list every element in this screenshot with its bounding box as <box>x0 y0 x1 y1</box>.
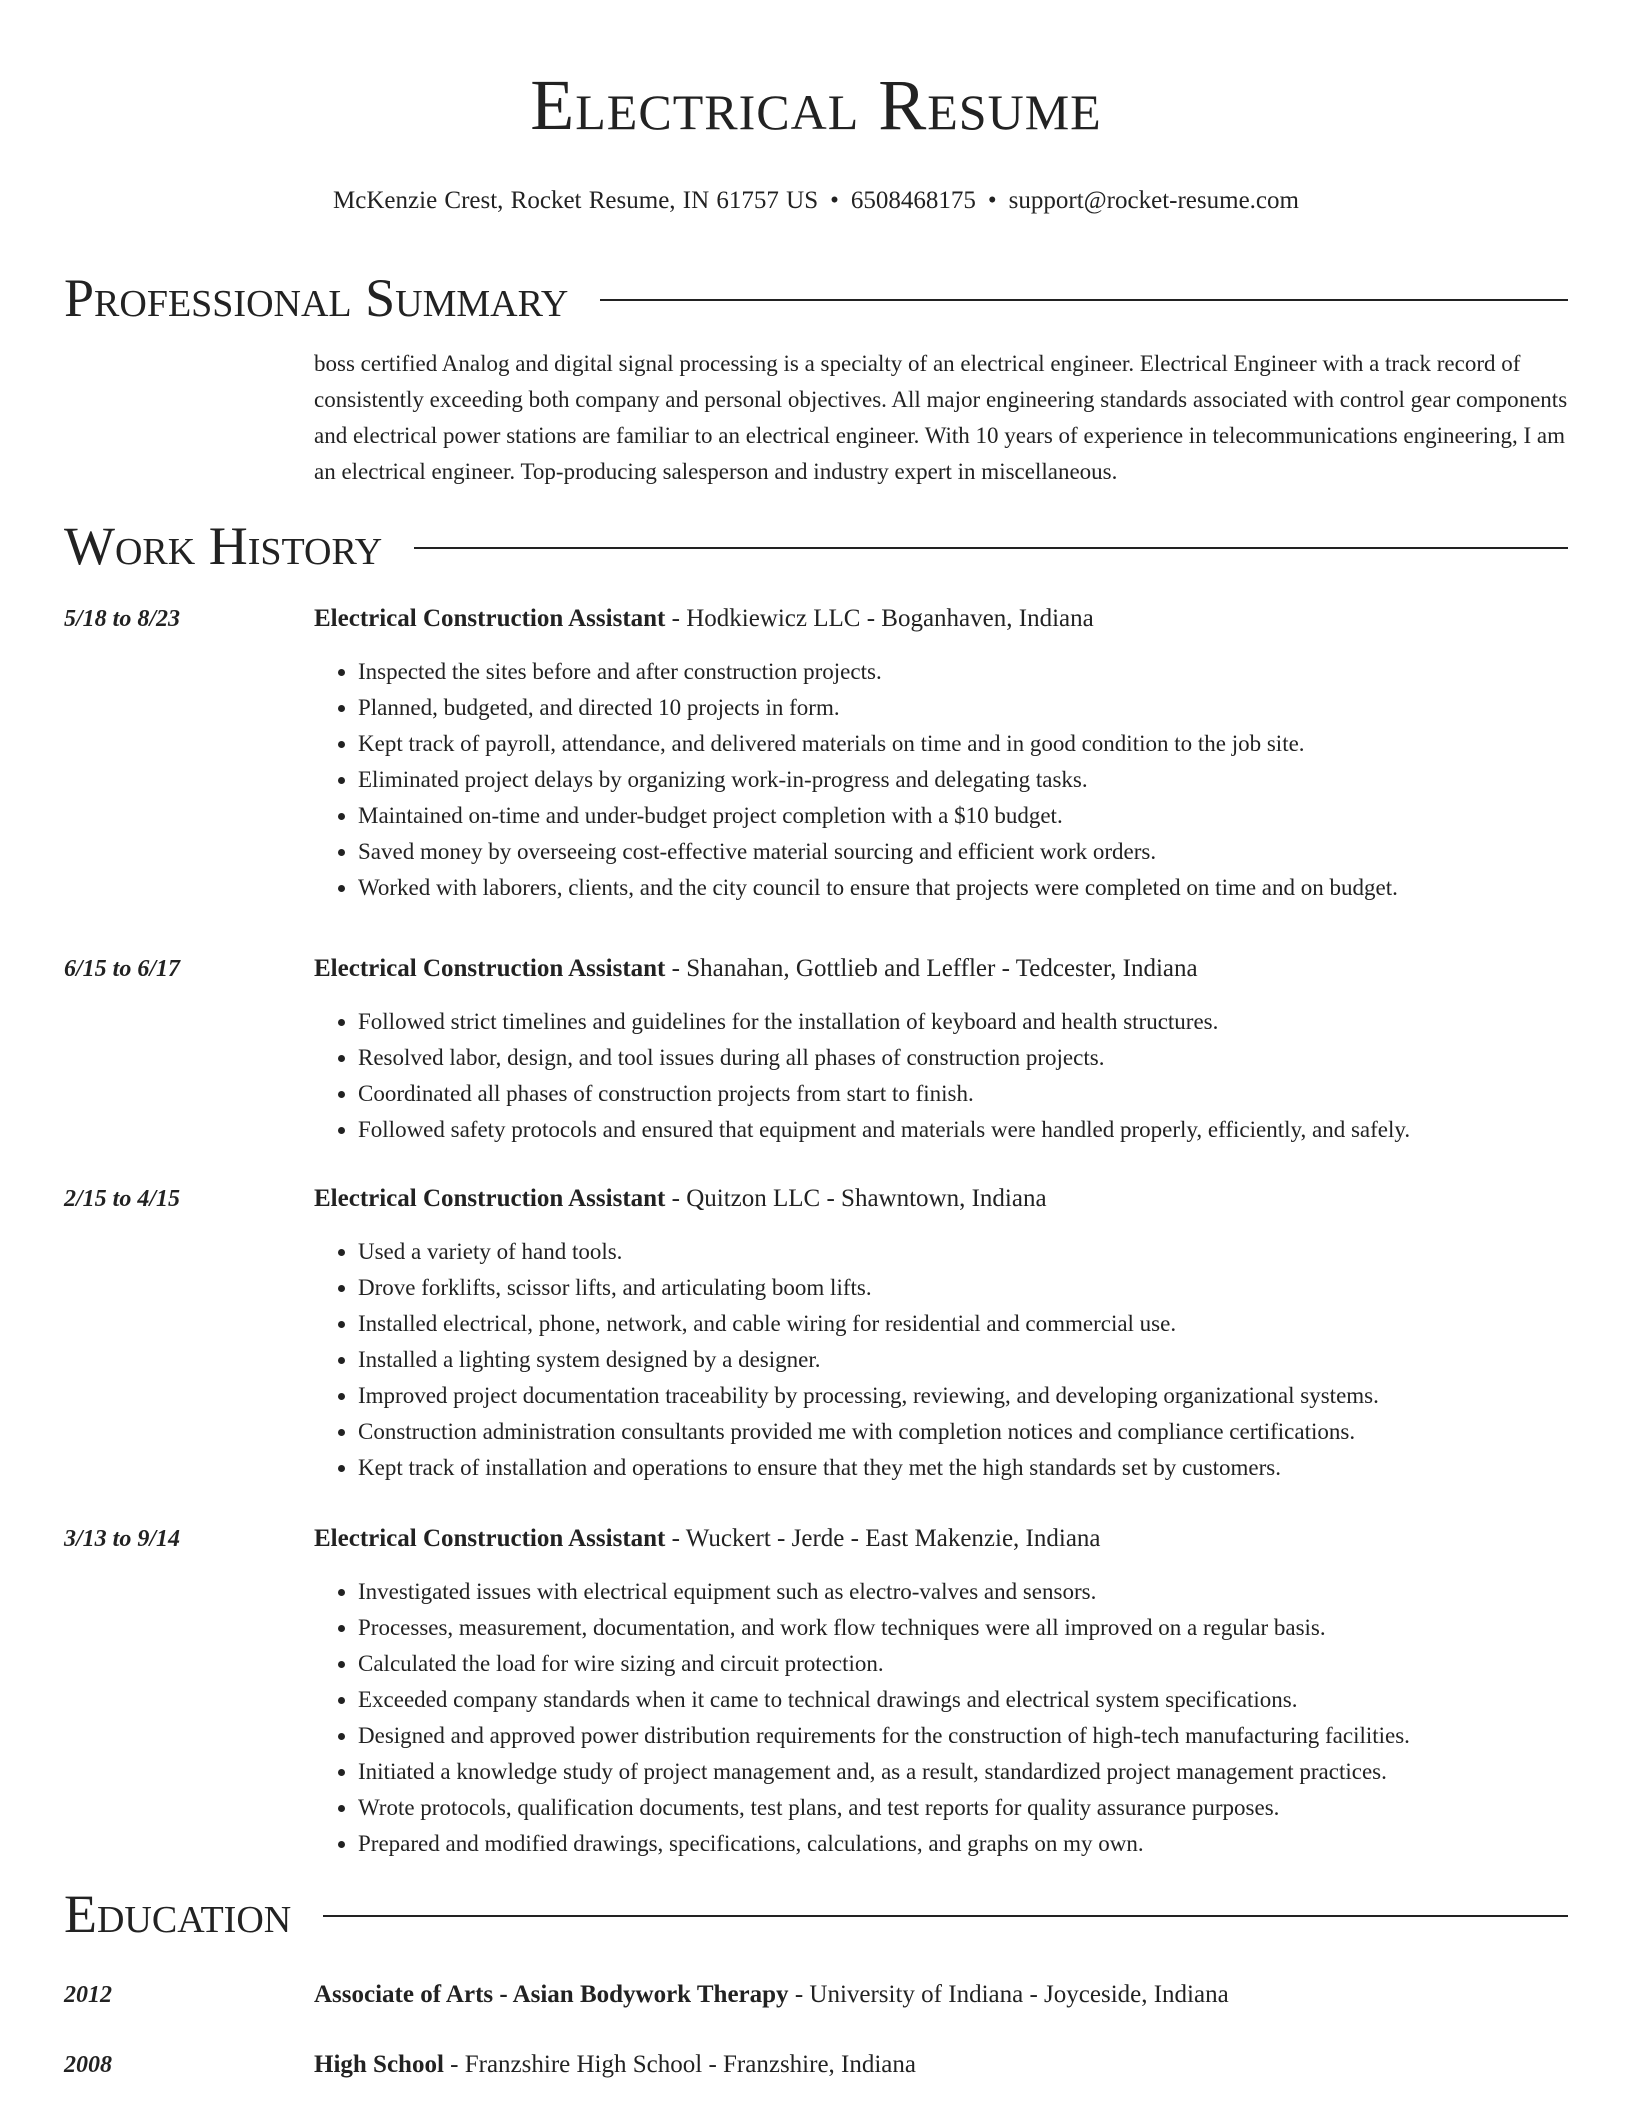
job-bullet-list <box>314 1574 1568 1862</box>
job-bullet: • Saved money by overseeing cost-effective material sourcing and efficient work orders. <box>358 834 1568 870</box>
education-school-location: - Franzshire High School - Franzshire, Indiana <box>443 2051 917 2078</box>
education-year: 2008 <box>64 2052 112 2078</box>
job-bullet: • Processes, measurement, documentation, and work flow techniques were all improved on a regular basis. <box>358 1610 1568 1646</box>
job-entry <box>64 1184 1568 1486</box>
work-section-header <box>64 516 1568 576</box>
job-title: Electrical Construction Assistant <box>314 1185 666 1212</box>
job-title-line <box>314 1524 1568 1554</box>
job-bullet: • Designed and approved power distribution requirements for the construction of high-tech manufacturing facilities. <box>358 1718 1568 1754</box>
job-dates: 2/15 to 4/15 <box>64 1186 181 1212</box>
job-title-line <box>314 954 1568 984</box>
job-bullet: • Coordinated all phases of construction projects from start to finish. <box>358 1076 1568 1112</box>
job-entry <box>64 604 1568 906</box>
job-bullet: • Exceeded company standards when it came to technical drawings and electrical system specifications. <box>358 1682 1568 1718</box>
job-bullet-list <box>314 1234 1568 1486</box>
job-bullet: • Planned, budgeted, and directed 10 projects in form. <box>358 690 1568 726</box>
section-divider <box>414 547 1568 549</box>
education-line <box>314 1980 1568 2010</box>
job-bullet: • Prepared and modified drawings, specifications, calculations, and graphs on my own. <box>358 1826 1568 1862</box>
contact-line <box>64 186 1568 216</box>
job-title: Electrical Construction Assistant <box>314 1525 666 1552</box>
job-bullet: • Maintained on-time and under-budget project completion with a $10 budget. <box>358 798 1568 834</box>
job-body <box>314 1524 1568 1862</box>
job-bullet: • Eliminated project delays by organizing work-in-progress and delegating tasks. <box>358 762 1568 798</box>
job-bullet: • Drove forklifts, scissor lifts, and articulating boom lifts. <box>358 1270 1568 1306</box>
job-bullet: • Followed safety protocols and ensured that equipment and materials were handled properly, efficiently, and safely. <box>358 1112 1568 1148</box>
education-school-location: - University of Indiana - Joyceside, Indiana <box>788 1981 1229 2008</box>
job-bullet: • Initiated a knowledge study of project management and, as a result, standardized project management practices. <box>358 1754 1568 1790</box>
job-bullet-list <box>314 654 1568 906</box>
education-year: 2012 <box>64 1982 112 2008</box>
job-entry <box>64 1524 1568 1862</box>
job-company-location: - Quitzon LLC - Shawntown, Indiana <box>665 1185 1047 1212</box>
job-dates: 5/18 to 8/23 <box>64 606 181 632</box>
job-company-location: - Hodkiewicz LLC - Boganhaven, Indiana <box>665 605 1094 632</box>
job-bullet: • Kept track of payroll, attendance, and delivered materials on time and in good condition to the job site. <box>358 726 1568 762</box>
job-bullet: • Improved project documentation traceability by processing, reviewing, and developing organizational systems. <box>358 1378 1568 1414</box>
job-body <box>314 604 1568 906</box>
education-section-header <box>64 1884 1568 1944</box>
summary-section-header <box>64 268 1568 328</box>
job-bullet: • Investigated issues with electrical equipment such as electro-valves and sensors. <box>358 1574 1568 1610</box>
contact-separator: • <box>987 187 997 214</box>
work-history-list <box>64 604 1568 1862</box>
job-bullet: • Followed strict timelines and guidelines for the installation of keyboard and health structures. <box>358 1004 1568 1040</box>
education-entry <box>64 1980 1568 2010</box>
job-bullet: • Installed electrical, phone, network, and cable wiring for residential and commercial use. <box>358 1306 1568 1342</box>
education-line <box>314 2050 1568 2080</box>
job-bullet: • Resolved labor, design, and tool issues during all phases of construction projects. <box>358 1040 1568 1076</box>
summary-text: boss certified Analog and digital signal processing is a specialty of an electrical engineer. Electrical Engineer with a track record of consistently exceeding both company and personal objectives. All major engineering standards associated with control gear components and electrical power stations are familiar to an electrical engineer. With 10 years of experience in telecommunications engineering, I am an electrical engineer. Top-producing salesperson and industry expert in miscellaneous. <box>314 351 1568 484</box>
job-bullet: • Construction administration consultants provided me with completion notices and compliance certifications. <box>358 1414 1568 1450</box>
job-entry <box>64 954 1568 1148</box>
education-degree: Associate of Arts - Asian Bodywork Therapy <box>314 1981 789 2008</box>
section-divider <box>600 299 1568 301</box>
job-dates: 3/13 to 9/14 <box>64 1526 181 1552</box>
job-bullet: • Wrote protocols, qualification documents, test plans, and test reports for quality assurance purposes. <box>358 1790 1568 1826</box>
job-body <box>314 1184 1568 1486</box>
job-title-line <box>314 1184 1568 1214</box>
education-list <box>64 1980 1568 2080</box>
contact-separator: • <box>830 187 839 214</box>
job-title-line <box>314 604 1568 634</box>
work-heading: Work History <box>64 516 383 576</box>
section-divider <box>323 1915 1568 1917</box>
summary-heading: Professional Summary <box>64 268 569 328</box>
job-bullet: • Used a variety of hand tools. <box>358 1234 1568 1270</box>
job-bullet: • Inspected the sites before and after construction projects. <box>358 654 1568 690</box>
contact-phone: 6508468175 <box>850 187 976 214</box>
job-title: Electrical Construction Assistant <box>314 605 666 632</box>
job-company-location: - Wuckert - Jerde - East Makenzie, Indiana <box>665 1525 1101 1552</box>
job-bullet: • Calculated the load for wire sizing and circuit protection. <box>358 1646 1568 1682</box>
contact-address: McKenzie Crest, Rocket Resume, IN 61757 US <box>333 187 819 214</box>
education-heading: Education <box>64 1884 292 1944</box>
education-entry <box>64 2050 1568 2080</box>
job-bullet: • Kept track of installation and operations to ensure that they met the high standards set by customers. <box>358 1450 1568 1486</box>
resume-name: Electrical Resume <box>530 65 1102 145</box>
job-dates: 6/15 to 6/17 <box>64 956 181 982</box>
job-company-location: - Shanahan, Gottlieb and Leffler - Tedcester, Indiana <box>665 955 1198 982</box>
contact-email: support@rocket-resume.com <box>1008 187 1299 214</box>
job-bullet: • Worked with laborers, clients, and the city council to ensure that projects were completed on time and on budget. <box>358 870 1568 906</box>
job-body <box>314 954 1568 1148</box>
education-degree: High School <box>314 2051 444 2078</box>
job-title: Electrical Construction Assistant <box>314 955 666 982</box>
job-bullet: • Installed a lighting system designed by a designer. <box>358 1342 1568 1378</box>
job-bullet-list <box>314 1004 1568 1148</box>
